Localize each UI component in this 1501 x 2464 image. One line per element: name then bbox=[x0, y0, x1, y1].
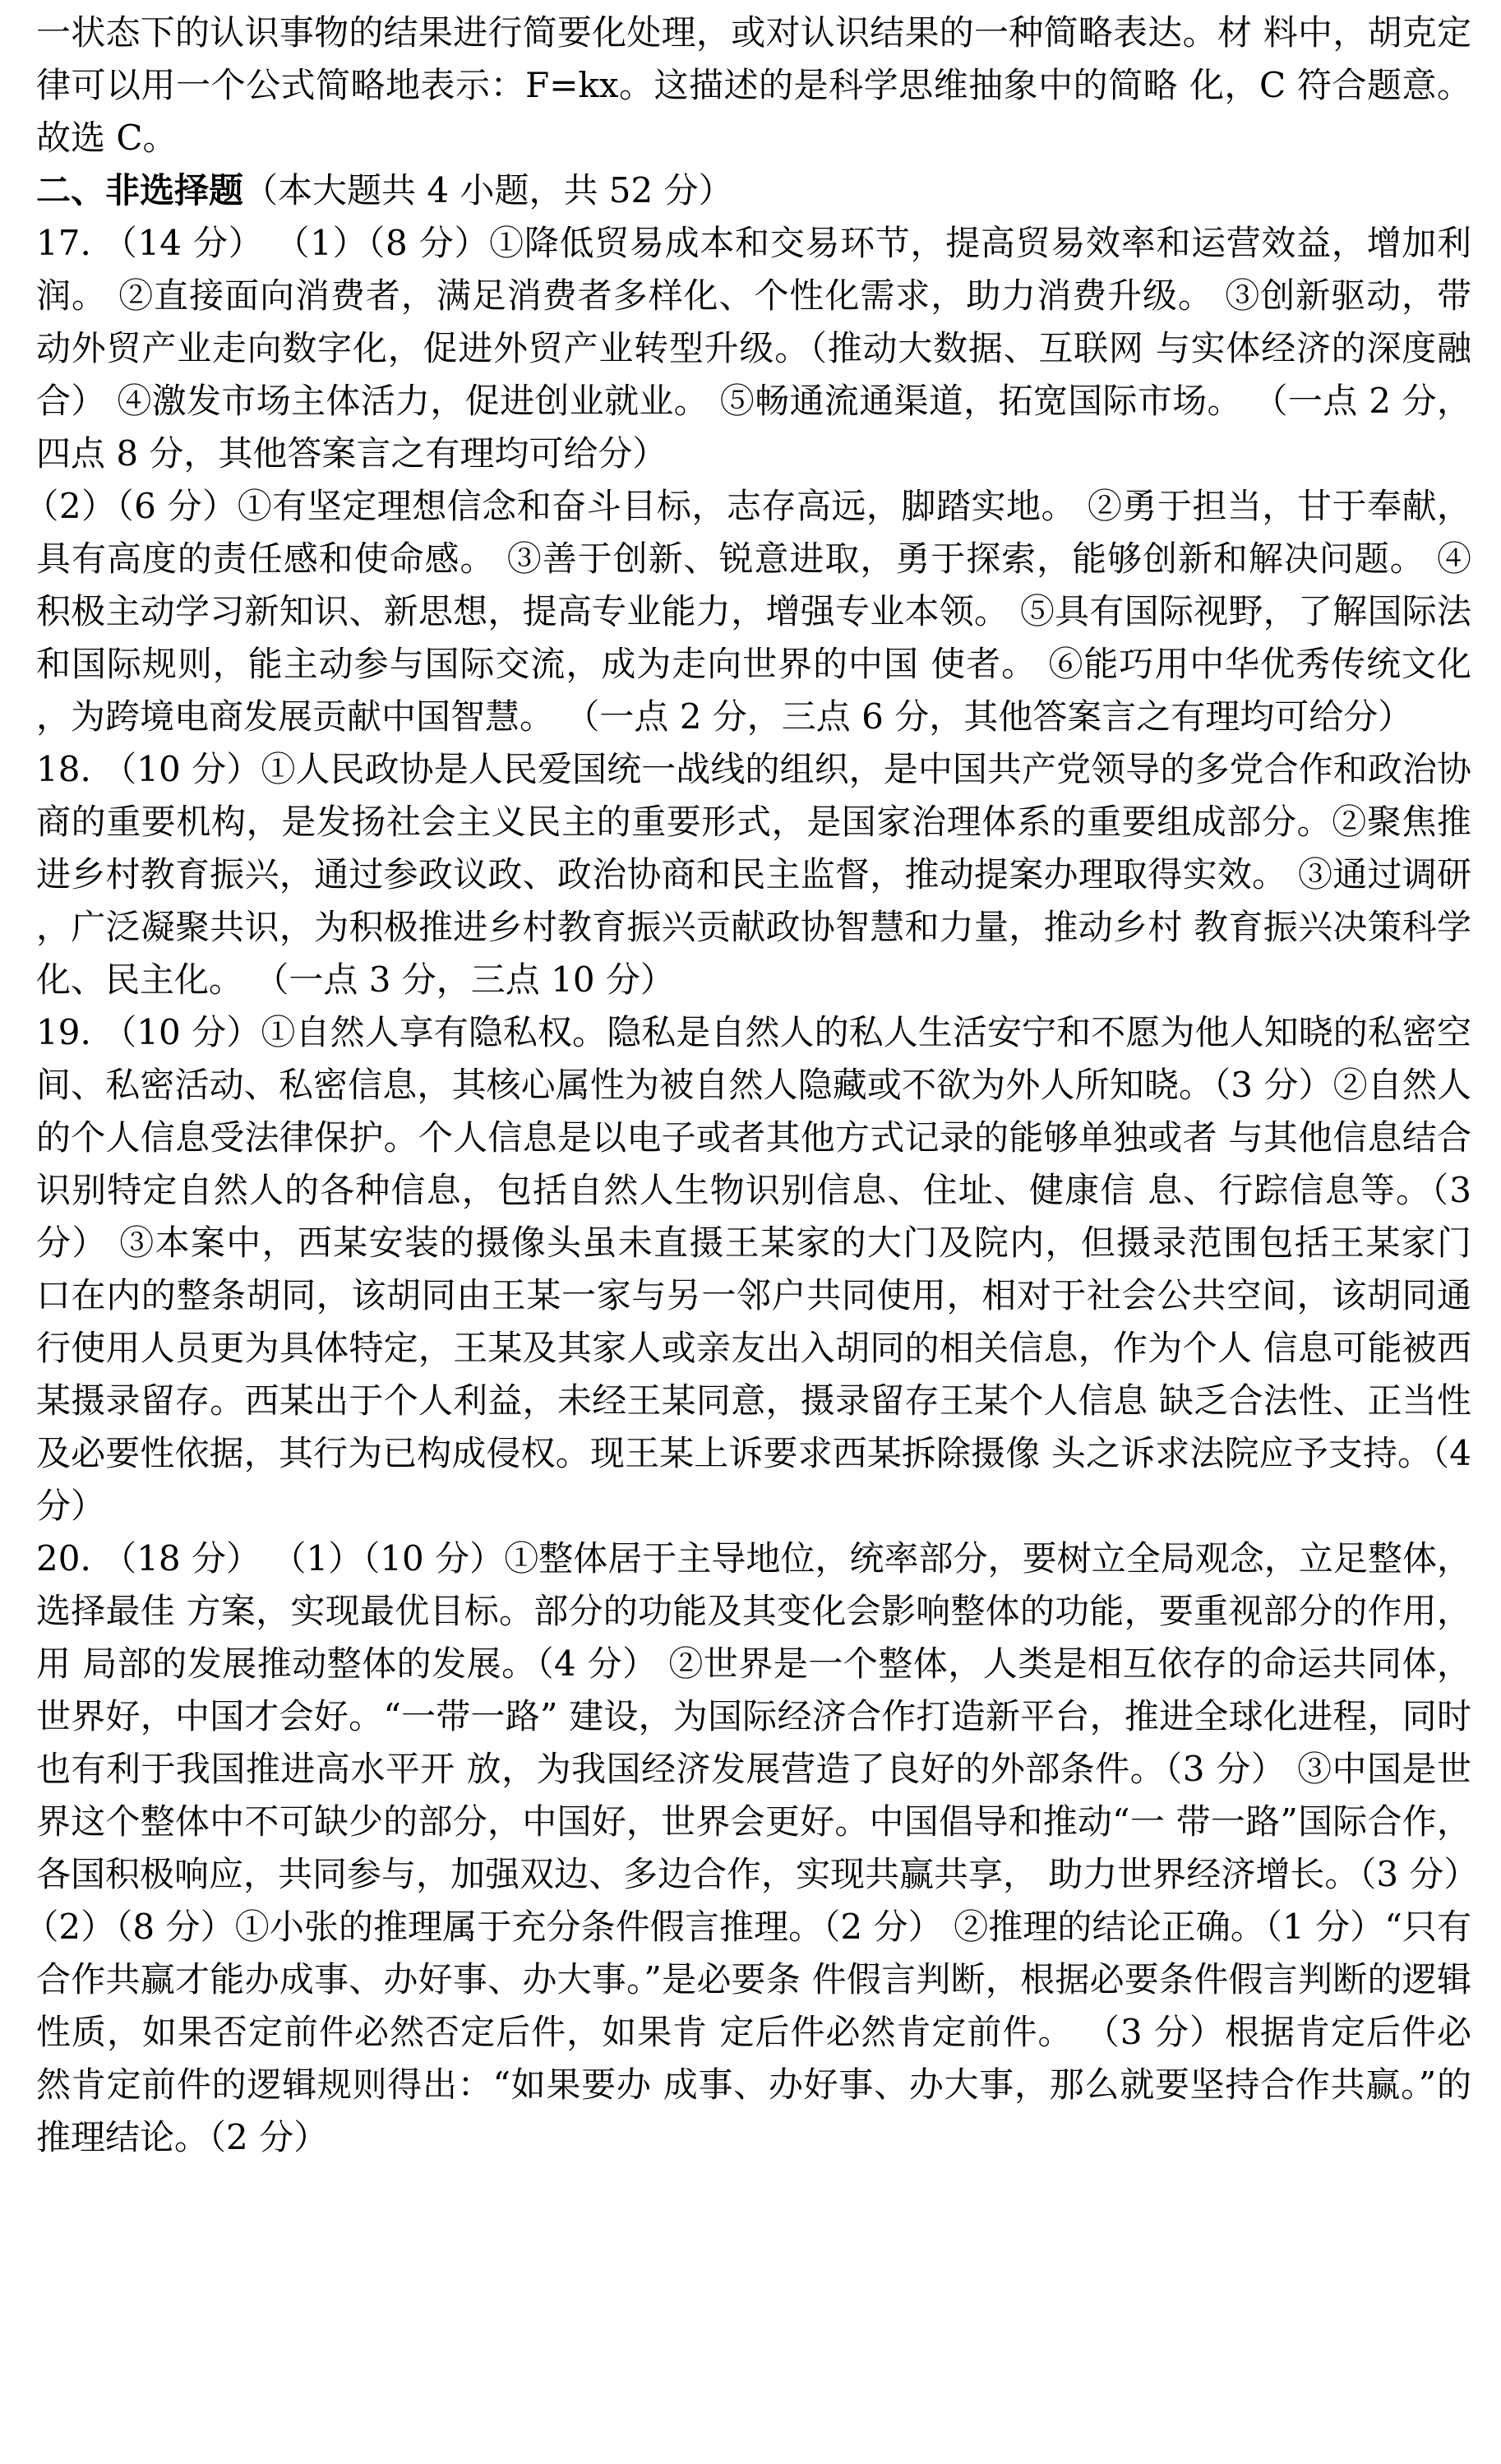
section-heading-title: 二、非选择题 bbox=[36, 170, 244, 210]
answer-page bbox=[24, 7, 1479, 2164]
q20-part2: （2）（8 分）①小张的推理属于充分条件假言推理。（2 分） ②推理的结论正确。（1 分）“只有合作共赢才能办成事、办好事、办大事。”是必要条 件假言判断，根据必要条件假言判断的逻辑性质，如果否定前件必然否定后件，如果肯 定后件必然肯定前件。 （3 分）根据肯定后件必然肯定前件的逻辑规则得出：“如果要办 成事、办好事、办大事，那么就要坚持合作共赢。”的推理结论。（2 分） bbox=[24, 1907, 1471, 2157]
q17-part1: 17. （14 分） （1）（8 分）①降低贸易成本和交易环节，提高贸易效率和运营效益，增加利润。 ②直接面向消费者，满足消费者多样化、个性化需求，助力消费升级。 ③创新驱动，带动外贸产业走向数字化，促进外贸产业转型升级。（推动大数据、互联网 与实体经济的深度融合） ④激发市场主体活力，促进创业就业。 ⑤畅通流通渠道，拓宽国际市场。 （一点 2 分，四点 8 分，其他答案言之有理均可给分） bbox=[36, 223, 1471, 474]
section-heading-note: （本大题共 4 小题，共 52 分） bbox=[243, 170, 733, 210]
q19-answer: 19. （10 分）①自然人享有隐私权。隐私是自然人的私人生活安宁和不愿为他人知晓的私密空 间、私密活动、私密信息，其核心属性为被自然人隐藏或不欲为外人所知晓。（3 分）②自然人的个人信息受法律保护。个人信息是以电子或者其他方式记录的能够单独或者 与其他信息结合识别特定自然人的各种信息，包括自然人生物识别信息、住址、健康信 息、行踪信息等。（3 分） ③本案中，西某安装的摄像头虽未直摄王某家的大门及院内，但摄录范围包括王某家门 口在内的整条胡同，该胡同由王某一家与另一邻户共同使用，相对于社会公共空间，该胡同通行使用人员更为具体特定，王某及其家人或亲友出入胡同的相关信息，作为个人 信息可能被西某摄录留存。西某出于个人利益，未经王某同意，摄录留存王某个人信息 缺乏合法性、正当性及必要性依据，其行为已构成侵权。现王某上诉要求西某拆除摄像 头之诉求法院应予支持。（4 分） bbox=[36, 1012, 1471, 1526]
q18-answer: 18. （10 分）①人民政协是人民爱国统一战线的组织，是中国共产党领导的多党合作和政治协 商的重要机构，是发扬社会主义民主的重要形式，是国家治理体系的重要组成部分。②聚焦推进乡村教育振兴，通过参政议政、政治协商和民主监督，推动提案办理取得实效。 ③通过调研，广泛凝聚共识，为积极推进乡村教育振兴贡献政协智慧和力量，推动乡村 教育振兴决策科学化、民主化。 （一点 3 分，三点 10 分） bbox=[36, 749, 1471, 1000]
intro-paragraph: 一状态下的认识事物的结果进行简要化处理，或对认识结果的一种简略表达。材 料中，胡克定律可以用一个公式简略地表示：F=kx。这描述的是科学思维抽象中的简略 化，C 符合题意。故选 C。 bbox=[36, 12, 1471, 158]
section-heading bbox=[36, 164, 1471, 217]
q17-part2: （2）（6 分）①有坚定理想信念和奋斗目标，志存高远，脚踏实地。 ②勇于担当，甘于奉献，具有高度的责任感和使命感。 ③善于创新、锐意进取，勇于探索，能够创新和解决问题。 ④积极主动学习新知识、新思想，提高专业能力，增强专业本领。 ⑤具有国际视野，了解国际法和国际规则，能主动参与国际交流，成为走向世界的中国 使者。 ⑥能巧用中华优秀传统文化，为跨境电商发展贡献中国智慧。 （一点 2 分，三点 6 分，其他答案言之有理均可给分） bbox=[24, 486, 1471, 737]
q20-part1: 20. （18 分） （1）（10 分）①整体居于主导地位，统率部分，要树立全局观念，立足整体，选择最佳 方案，实现最优目标。部分的功能及其变化会影响整体的功能，要重视部分的作用，用 局部的发展推动整体的发展。（4 分） ②世界是一个整体，人类是相互依存的命运共同体，世界好，中国才会好。“一带一路” 建设，为国际经济合作打造新平台，推进全球化进程，同时也有利于我国推进高水平开 放，为我国经济发展营造了良好的外部条件。（3 分） ③中国是世界这个整体中不可缺少的部分，中国好，世界会更好。中国倡导和推动“一 带一路”国际合作，各国积极响应，共同参与，加强双边、多边合作，实现共赢共享， 助力世界经济增长。（3 分） bbox=[36, 1538, 1479, 1894]
